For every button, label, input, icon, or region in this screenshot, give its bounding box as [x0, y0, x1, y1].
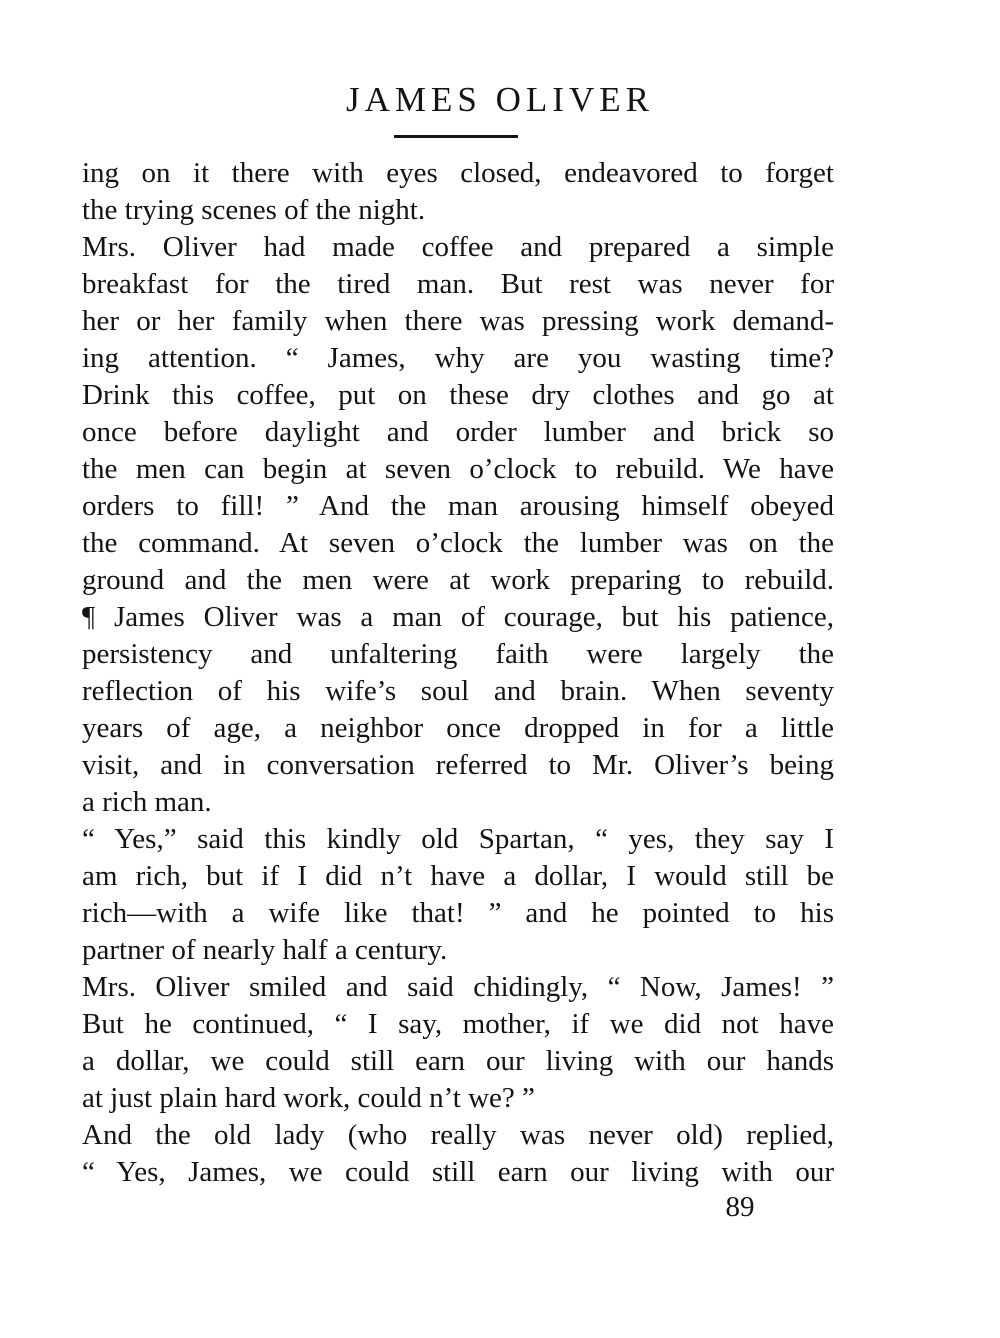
text-line: ground and the men were at work preparing to rebuild. — [82, 564, 834, 596]
text-line: ing attention. “ James, why are you wasting time? — [82, 342, 834, 374]
text-line: her or her family when there was pressing work demand- — [82, 305, 834, 337]
text-line: breakfast for the tired man. But rest was never for — [82, 268, 834, 300]
text-line: Drink this coffee, put on these dry clothes and go at — [82, 379, 834, 411]
text-line: the trying scenes of the night. — [82, 194, 426, 226]
text-line: visit, and in conversation referred to Mr. Oliver’s being — [82, 749, 834, 781]
text-line: years of age, a neighbor once dropped in for a little — [82, 712, 834, 744]
text-line: But he continued, “ I say, mother, if we did not have — [82, 1008, 834, 1040]
text-line: orders to fill! ” And the man arousing himself obeyed — [82, 490, 834, 522]
text-line: “ Yes,” said this kindly old Spartan, “ yes, they say I — [82, 823, 834, 855]
text-line: Mrs. Oliver had made coffee and prepared a simple — [82, 231, 834, 263]
text-line: And the old lady (who really was never old) replied, — [82, 1119, 834, 1151]
body-text — [82, 155, 834, 1191]
text-line: at just plain hard work, could n’t we? ” — [82, 1082, 535, 1114]
text-line: once before daylight and order lumber and brick so — [82, 416, 834, 448]
text-line: a rich man. — [82, 786, 212, 818]
text-line: reflection of his wife’s soul and brain. When seventy — [82, 675, 834, 707]
text-line: the men can begin at seven o’clock to rebuild. We have — [82, 453, 834, 485]
running-head: JAMES OLIVER — [346, 80, 654, 119]
text-line: persistency and unfaltering faith were largely the — [82, 638, 834, 670]
text-line: am rich, but if I did n’t have a dollar, I would still be — [82, 860, 834, 892]
text-line: “ Yes, James, we could still earn our living with our — [82, 1156, 834, 1188]
text-line: Mrs. Oliver smiled and said chidingly, “ Now, James! ” — [82, 971, 834, 1003]
text-line: a dollar, we could still earn our living with our hands — [82, 1045, 834, 1077]
page-number: 89 — [725, 1191, 755, 1223]
text-line: ing on it there with eyes closed, endeavored to forget — [82, 157, 834, 189]
text-line: the command. At seven o’clock the lumber was on the — [82, 527, 834, 559]
text-line: partner of nearly half a century. — [82, 934, 448, 966]
text-line: ¶ James Oliver was a man of courage, but his patience, — [82, 601, 834, 633]
text-line: rich—with a wife like that! ” and he pointed to his — [82, 897, 834, 929]
header-rule — [394, 135, 518, 138]
